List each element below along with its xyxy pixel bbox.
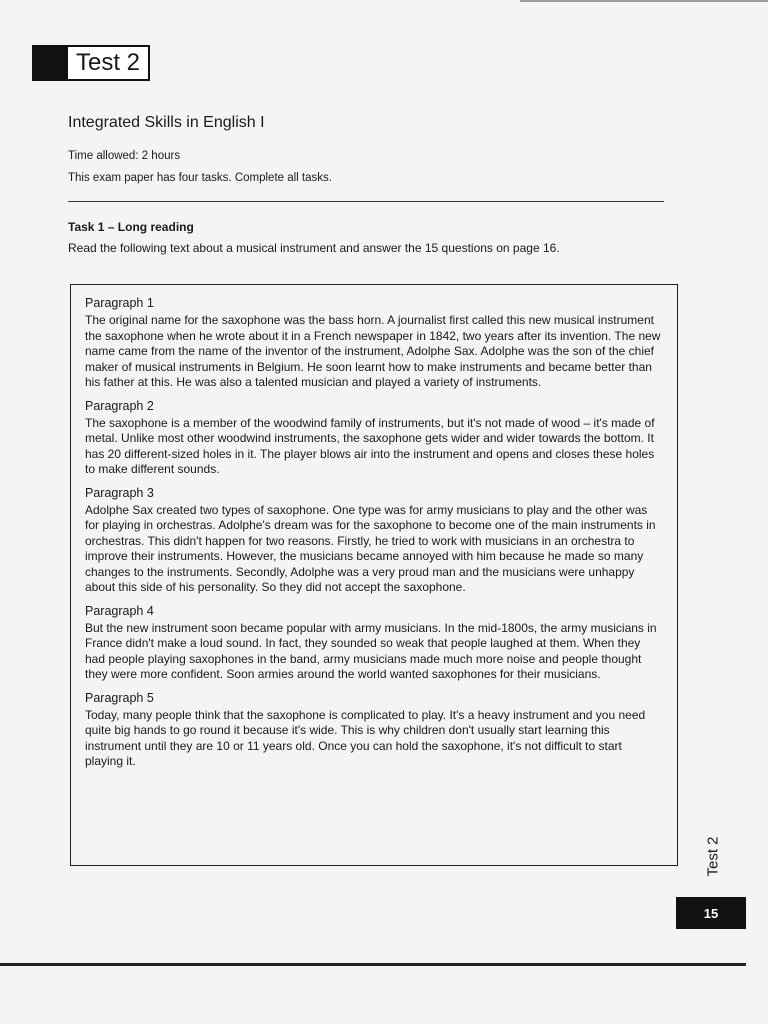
paragraph-3	[85, 485, 663, 596]
task-instruction: Read the following text about a musical instrument and answer the 15 questions on page 16.	[68, 241, 560, 255]
time-allowed: Time allowed: 2 hours	[68, 150, 181, 162]
header-block	[32, 45, 66, 81]
task-title: Task 1 – Long reading	[68, 220, 194, 234]
reading-text-box	[70, 284, 678, 866]
paragraph-body: The original name for the saxophone was the bass horn. A journalist first called this new musical instrument the saxophone when he wrote about it in a French newspaper in 1842, two years after its invention. The new name came from the name of the inventor of the instrument, Adolphe Sax. Adolphe was the son of the chief maker of musical instruments in Belgium. He soon learnt how to make instruments and became better than his father at this. He was also a talented musician and played a variety of instruments.	[85, 313, 661, 389]
page-number: 15	[676, 897, 746, 929]
paragraph-heading: Paragraph 3	[85, 485, 154, 500]
paragraph-heading: Paragraph 5	[85, 690, 154, 705]
test-header	[32, 45, 150, 81]
exam-title: Integrated Skills in English I	[68, 114, 265, 131]
paragraph-4	[85, 603, 663, 683]
paragraph-body: Today, many people think that the saxophone is complicated to play. It's a heavy instrument and you need quite big hands to go round it because it's wide. This is why children don't usually start learning this instrument until they are 10 or 11 years old. Once you can hold the saxophone, it's not difficult to start playing it.	[85, 707, 646, 768]
paragraph-heading: Paragraph 2	[85, 398, 154, 413]
paragraph-5	[85, 690, 663, 770]
paragraph-body: Adolphe Sax created two types of saxophone. One type was for army musicians to play and the other was for playing in orchestras. Adolphe's dream was for the saxophone to become one of the main instruments in orchestras. This didn't happen for two reasons. Firstly, he tried to work with musicians in an orchestra to improve their instruments. However, the musicians became annoyed with him because he made so many changes to the instruments. Secondly, Adolphe was a very proud man and the musicians were unhappy about this side of his personality. So they did not accept the saxophone.	[85, 502, 656, 594]
paragraph-body: But the new instrument soon became popular with army musicians. In the mid-1800s, the army musicians in France didn't make a loud sound. In fact, they sounded so weak that people laughed at them. When they had people playing saxophones in the band, army musicians made much more noise and people thought they were more confident. Soon armies around the world wanted saxophones for their musicians.	[85, 620, 657, 681]
paragraph-heading: Paragraph 1	[85, 296, 154, 310]
side-test-label-text: Test 2	[704, 835, 722, 877]
test-label: Test 2	[66, 45, 150, 81]
paragraph-1	[85, 295, 663, 391]
bottom-rule	[0, 963, 746, 966]
paragraph-heading: Paragraph 4	[85, 603, 154, 618]
side-test-label	[693, 832, 733, 880]
divider	[68, 201, 664, 202]
paragraph-2	[85, 398, 663, 478]
paragraph-body: The saxophone is a member of the woodwind family of instruments, but it's not made of wood – it's made of metal. Unlike most other woodwind instruments, the saxophone gets wider and wider towards the bottom. It has 20 different-sized holes in it. The player blows air into the instrument and opens and closes these holes to make different sounds.	[85, 415, 655, 476]
top-rule	[520, 0, 768, 2]
exam-instructions: This exam paper has four tasks. Complete all tasks.	[68, 172, 332, 184]
